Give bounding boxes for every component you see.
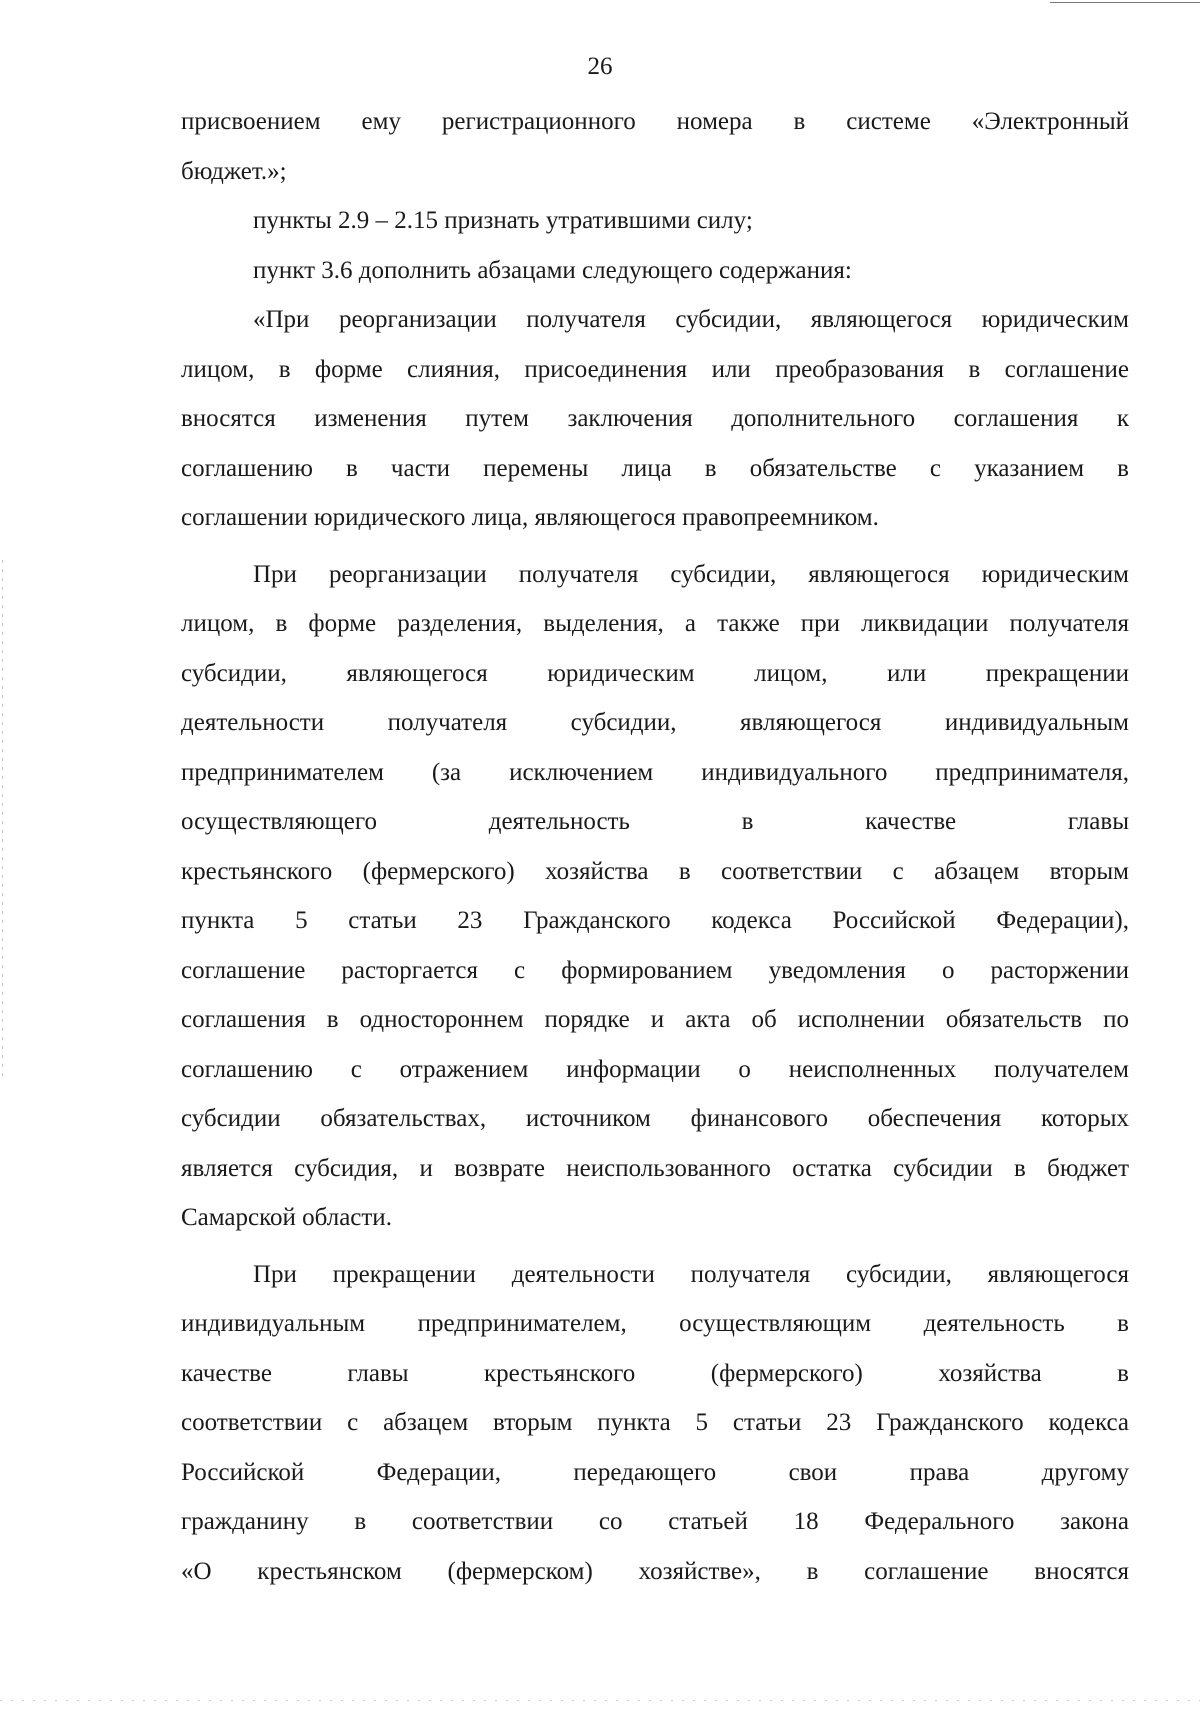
text-line: субсидии обязательствах, источником финансового обеспечения которых [181, 1105, 1129, 1132]
paragraph-gap [181, 1243, 1129, 1250]
text-line: индивидуальным предпринимателем, осуществляющим деятельность в [181, 1310, 1129, 1337]
text-line: пункта 5 статьи 23 Гражданского кодекса Российской Федерации), [181, 907, 1129, 934]
text-line: «При реорганизации получателя субсидии, являющегося юридическим [253, 306, 1129, 333]
text-line: субсидии, являющегося юридическим лицом, или прекращении [181, 659, 1129, 687]
text-line: соглашения в одностороннем порядке и акта об исполнении обязательств по [181, 1006, 1129, 1033]
text-line: лицом, в форме слияния, присоединения или преобразования в соглашение [181, 355, 1129, 383]
text-line: крестьянского (фермерского) хозяйства в соответствии с абзацем вторым [181, 857, 1129, 885]
text-line: предпринимателем (за исключением индивидуального предпринимателя, [181, 758, 1129, 786]
scan-artifact-line [1050, 2, 1200, 3]
text-line: пункты 2.9 – 2.15 признать утратившими силу; [253, 207, 753, 234]
text-line: соглашению с отражением информации о неисполненных получателем [181, 1055, 1129, 1083]
text-line: лицом, в форме разделения, выделения, а также при ликвидации получателя [181, 610, 1129, 637]
text-line: присвоением ему регистрационного номера в системе «Электронный [181, 108, 1129, 135]
text-line: соответствии с абзацем вторым пункта 5 статьи 23 Гражданского кодекса [181, 1409, 1129, 1436]
text-line: гражданину в соответствии со статьей 18 Федерального закона [181, 1508, 1129, 1535]
text-line: При прекращении деятельности получателя субсидии, являющегося [253, 1260, 1129, 1288]
text-line: бюджет.»; [181, 157, 287, 185]
text-line: Российской Федерации, передающего свои права другому [181, 1458, 1129, 1486]
scan-artifact-edge [2, 560, 3, 1080]
text-line: соглашении юридического лица, являющегося правопреемником. [181, 504, 879, 531]
text-line: деятельности получателя субсидии, являющегося индивидуальным [181, 709, 1129, 736]
text-line: пункт 3.6 дополнить абзацами следующего содержания: [253, 256, 852, 284]
text-line: соглашение расторгается с формированием уведомления о расторжении [181, 956, 1129, 984]
scan-artifact-bottom [0, 1700, 1200, 1701]
text-line: осуществляющего деятельность в качестве главы [181, 808, 1129, 835]
text-line: является субсидия, и возврате неиспользованного остатка субсидии в бюджет [181, 1154, 1129, 1182]
page-number: 26 [587, 53, 613, 80]
paragraph-gap [181, 543, 1129, 550]
text-line: Самарской области. [181, 1204, 392, 1231]
text-line: вносятся изменения путем заключения дополнительного соглашения к [181, 405, 1129, 432]
text-line: соглашению в части перемены лица в обязательстве с указанием в [181, 454, 1129, 482]
document-body [181, 97, 1129, 1596]
text-line: «О крестьянском (фермерском) хозяйстве», в соглашение вносятся [181, 1557, 1129, 1585]
text-line: качестве главы крестьянского (фермерского) хозяйства в [181, 1359, 1129, 1387]
text-line: При реорганизации получателя субсидии, являющегося юридическим [253, 560, 1129, 588]
